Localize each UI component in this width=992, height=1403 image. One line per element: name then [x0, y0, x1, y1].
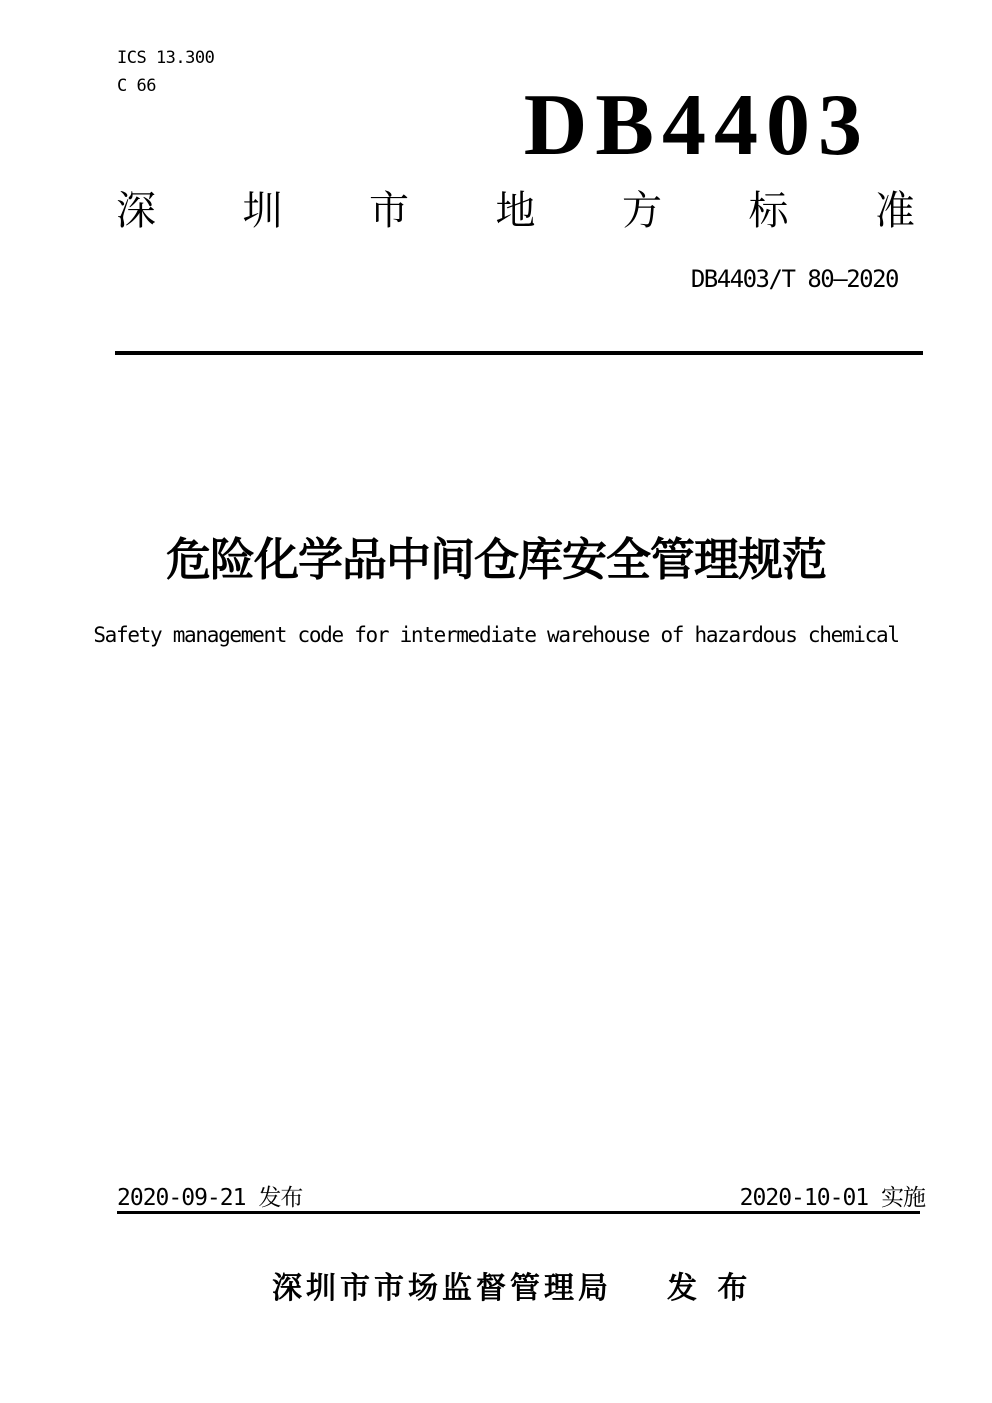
date-row	[117, 1186, 925, 1210]
ics-code: ICS 13.300	[117, 48, 215, 68]
standard-number: DB4403/T 80—2020	[690, 265, 898, 293]
publisher-row	[272, 1272, 753, 1307]
issue-date: 2020-09-21 发布	[117, 1185, 303, 1211]
publish-action-label: 发 布	[667, 1272, 754, 1305]
document-title-english: Safety management code for intermediate warehouse of hazardous chemical	[93, 623, 899, 647]
classification-code: C 66	[117, 76, 156, 96]
publisher-name: 深圳市市场监督管理局	[272, 1272, 612, 1305]
document-title-chinese: 危险化学品中间仓库安全管理规范	[165, 534, 826, 585]
standard-type-title: 深圳市地方标准	[116, 189, 915, 233]
footer-divider-rule	[117, 1211, 920, 1214]
header-divider-rule	[115, 351, 923, 355]
implementation-date: 2020-10-01 实施	[739, 1185, 925, 1211]
standard-code-logo: DB4403	[523, 77, 870, 174]
